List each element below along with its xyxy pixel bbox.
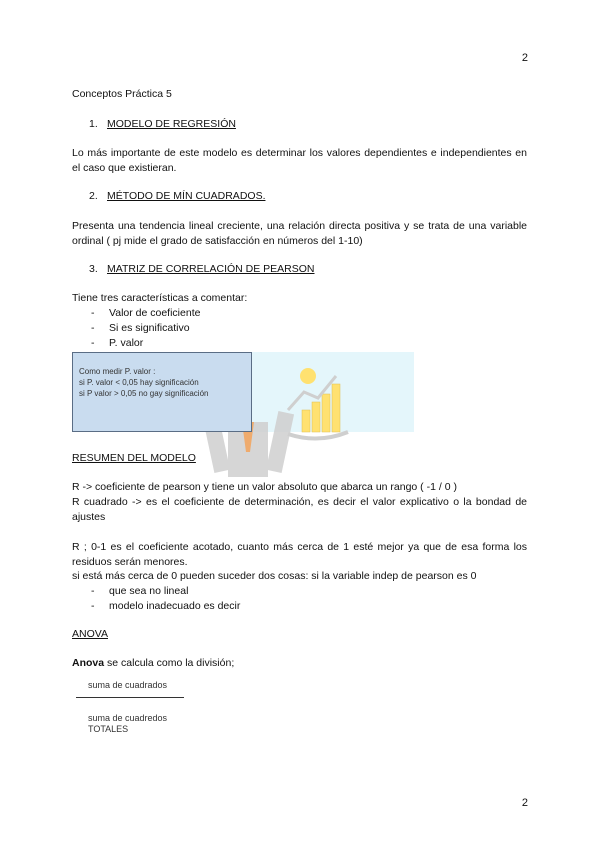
anova-title: ANOVA (72, 628, 108, 640)
section-1-paragraph: Lo más importante de este modelo es determinar los valores dependientes e independientes en el caso que existieran. (72, 147, 527, 174)
section-3-title: MATRIZ DE CORRELACIÓN DE PEARSON (107, 263, 315, 275)
resumen-paragraph-1 (72, 480, 527, 525)
section-1-heading (89, 118, 236, 130)
section-2-heading (89, 190, 265, 202)
section-3-number: 3. (89, 263, 98, 275)
resumen-title: RESUMEN DEL MODELO (72, 452, 196, 464)
section-3-heading (89, 263, 315, 275)
list-item: - Si es significativo (91, 322, 190, 334)
anova-sentence-rest: se calcula como la división; (104, 657, 235, 669)
note-line-3: si P valor > 0,05 no gay significación (79, 389, 209, 398)
resumen-r-line: R -> coeficiente de pearson y tiene un valor absoluto que abarca un rango ( -1 / 0 ) (72, 481, 457, 493)
header-page-number: 2 (521, 52, 528, 64)
section-1-title: MODELO DE REGRESIÓN (107, 118, 236, 130)
fraction-bar (76, 697, 184, 698)
anova-denominator-2: TOTALES (88, 724, 129, 734)
anova-bold-word: Anova (72, 657, 105, 669)
section-3-intro: Tiene tres características a comentar: (72, 292, 248, 304)
anova-denominator-1: suma de cuadredos (88, 713, 168, 723)
note-line-1: Como medir P. valor : (79, 367, 156, 376)
resumen-r-cuadrado: R cuadrado -> es el coeficiente de determinación, es decir el valor explicativo o la bondad de ajustes (72, 496, 527, 523)
note-line-2: si P. valor < 0,05 hay significación (79, 378, 199, 387)
footer-page-number: 2 (521, 797, 528, 809)
section-2-paragraph: Presenta una tendencia lineal creciente, una relación directa positiva y se trata de una variable ordinal ( pj mide el grado de satisfacción en números del 1-10) (72, 220, 527, 247)
list-item: - que sea no lineal (91, 585, 189, 597)
resumen-paragraph-2: R ; 0-1 es el coeficiente acotado, cuanto más cerca de 1 esté mejor ya que de esa forma los residuos serán menores. (72, 541, 527, 568)
list-item: - modelo inadecuado es decir (91, 600, 241, 612)
list-item: - Valor de coeficiente (91, 307, 201, 319)
note-box (72, 352, 252, 432)
section-2-number: 2. (89, 190, 98, 202)
anova-numerator: suma de cuadrados (88, 680, 168, 690)
resumen-paragraph-3: si está más cerca de 0 pueden suceder dos cosas: si la variable indep de pearson es 0 (72, 570, 477, 582)
doc-title: Conceptos Práctica 5 (72, 88, 172, 100)
list-item: - P. valor (91, 337, 144, 349)
section-2-title: MÉTODO DE MÍN CUADRADOS. (107, 190, 266, 202)
section-1-number: 1. (89, 118, 98, 130)
anova-sentence (72, 657, 234, 669)
